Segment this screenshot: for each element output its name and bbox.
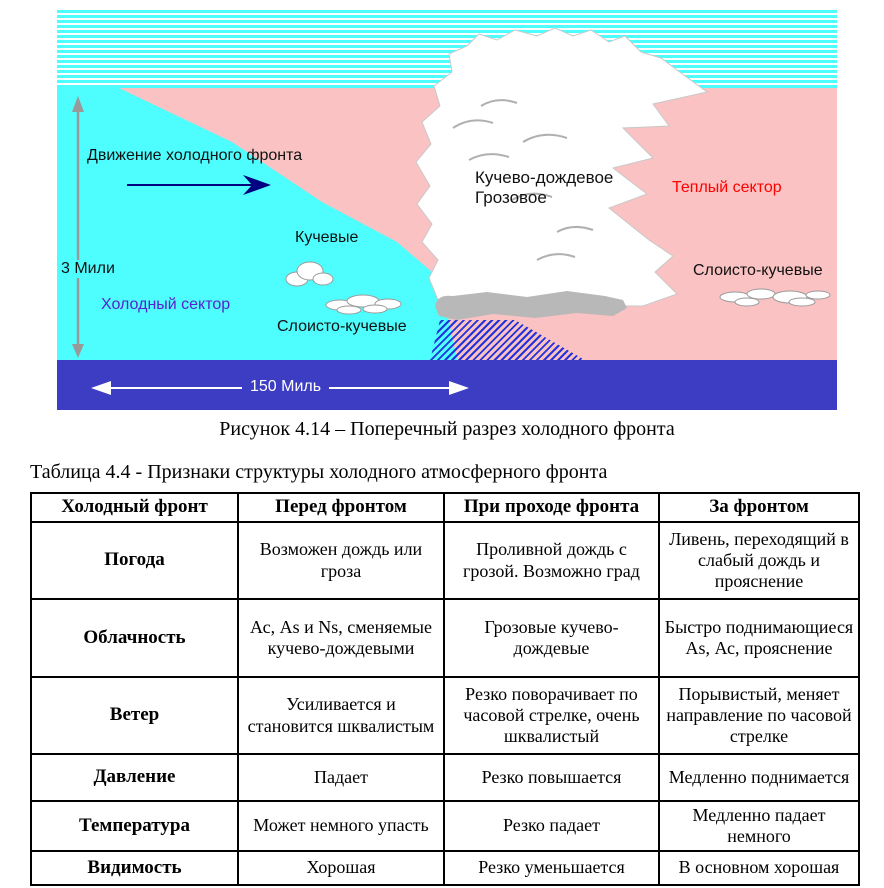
cumulonimbus-label-line2: Грозовое <box>475 187 547 207</box>
table-cell: Резко повышается <box>444 754 659 801</box>
row-label: Ветер <box>31 677 238 754</box>
figure-caption: Рисунок 4.14 – Поперечный разрез холодного фронта <box>219 418 675 440</box>
row-label: Погода <box>31 522 238 599</box>
table-cell: Медленно падает немного <box>659 801 859 851</box>
table-cell: Ливень, переходящий в слабый дождь и прояснение <box>659 522 859 599</box>
table-cell: Хорошая <box>238 851 444 885</box>
front-movement-arrow <box>127 175 271 195</box>
cumulonimbus-cloud <box>416 28 707 306</box>
table-row <box>31 599 859 677</box>
header-before-front: Перед фронтом <box>238 493 444 522</box>
height-arrow <box>72 96 84 358</box>
table-header-row <box>31 493 859 522</box>
width-label: 150 Миль <box>242 378 329 396</box>
table-row <box>31 754 859 801</box>
table-cell: Резко уменьшается <box>444 851 659 885</box>
table-cell: В основном хорошая <box>659 851 859 885</box>
stratocumulus-right-label: Слоисто-кучевые <box>693 262 823 279</box>
table-cell: Порывистый, меняет направление по часовой стрелке <box>659 677 859 754</box>
table-cell: Медленно поднимается <box>659 754 859 801</box>
table-cell: Быстро поднимающиеся As, Ас, прояснение <box>659 599 859 677</box>
table-cell: Падает <box>238 754 444 801</box>
table-row <box>31 677 859 754</box>
row-label: Облачность <box>31 599 238 677</box>
table-title: Таблица 4.4 - Признаки структуры холодного атмосферного фронта <box>30 461 608 483</box>
diagram-shapes <box>57 10 837 410</box>
cumulus-cloud <box>286 262 333 286</box>
table-cell: Грозовые кучево-дождевые <box>444 599 659 677</box>
cold-front-diagram <box>57 10 837 410</box>
header-during-front: При проходе фронта <box>444 493 659 522</box>
row-label: Температура <box>31 801 238 851</box>
cold-sector-label: Холодный сектор <box>101 296 231 313</box>
table-cell: Резко падает <box>444 801 659 851</box>
movement-label: Движение холодного фронта <box>87 147 303 164</box>
row-label: Видимость <box>31 851 238 885</box>
cumulonimbus-label <box>475 168 613 207</box>
table-cell: Возможен дождь или гроза <box>238 522 444 599</box>
table-row <box>31 801 859 851</box>
cumulus-label: Кучевые <box>295 229 359 246</box>
warm-sector-label: Теплый сектор <box>672 179 782 196</box>
table-row <box>31 522 859 599</box>
table-row <box>31 851 859 885</box>
height-label: 3 Мили <box>61 260 115 277</box>
row-label: Давление <box>31 754 238 801</box>
header-cold-front: Холодный фронт <box>31 493 238 522</box>
stratocumulus-left-clouds <box>326 295 401 314</box>
table-cell: Усиливается и становится шквалистым <box>238 677 444 754</box>
cumulonimbus-label-line1: Кучево-дождевое <box>475 168 614 187</box>
table-cell: Проливной дождь с грозой. Возможно град <box>444 522 659 599</box>
table-cell: Ас, As и Ns, сменяемые кучево-дождевыми <box>238 599 444 677</box>
cold-front-table <box>30 492 860 886</box>
table-cell: Может немного упасть <box>238 801 444 851</box>
stratocumulus-left-label: Слоисто-кучевые <box>277 318 407 335</box>
stratocumulus-right-clouds <box>720 289 830 306</box>
table-cell: Резко поворачивает по часовой стрелке, очень шквалистый <box>444 677 659 754</box>
header-behind-front: За фронтом <box>659 493 859 522</box>
